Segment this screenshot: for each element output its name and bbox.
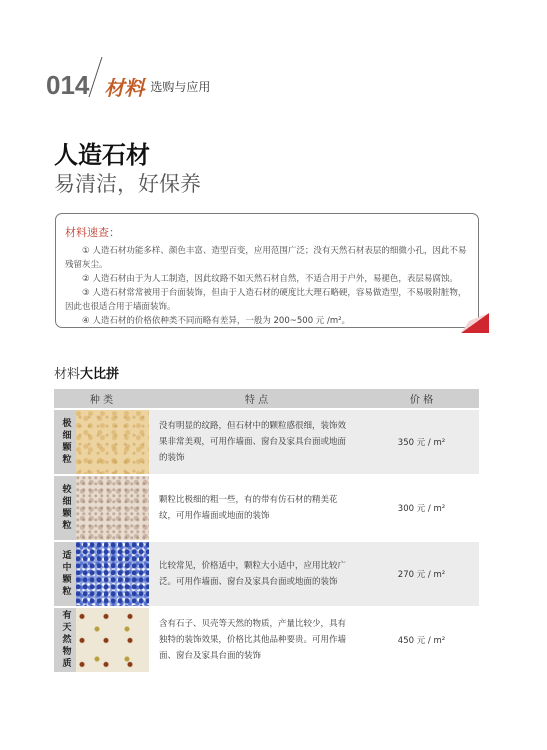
summary-list [65,244,471,328]
table-row [54,542,479,606]
page-number: 014 [46,70,90,100]
row-label: 适中颗粒 [54,542,76,606]
row-description: 没有明显的纹路，但石材中的颗粒感很细，装饰效果非常美观，可用作墙面、窗台及家具台面或地面的装饰 [159,421,347,463]
section-title [54,363,119,382]
stone-sample-image [76,410,149,474]
row-price: 300 元 / m² [397,504,446,514]
summary-item: ① 人造石材功能多样、颜色丰富、造型百变，应用范围广泛；没有天然石材表层的细微小孔，因此不易残留灰尘。 [65,246,467,270]
summary-item: ④ 人造石材的价格依种类不同而略有差异，一般为 200~500 元 /m²。 [82,316,351,326]
corner-fold-icon [461,313,489,333]
brand-logo: 材料 [104,76,145,100]
row-price: 350 元 / m² [397,438,446,448]
row-label: 较细颗粒 [54,476,76,540]
header-type: 种 类 [89,395,114,406]
row-label: 有天然物质 [54,608,76,672]
stone-sample-image [76,608,149,672]
section-title-bold: 大比拼 [80,367,120,382]
stone-sample-image [76,542,149,606]
row-price: 270 元 / m² [397,570,446,580]
summary-item: ② 人造石材由于为人工制造，因此纹路不如天然石材自然，不适合用于户外，易褪色，表层易腐蚀。 [82,274,458,284]
page-title: 人造石材 [54,141,150,169]
row-price: 450 元 / m² [397,636,446,646]
brand-subtitle: 选购与应用 [150,80,211,94]
summary-box [55,213,479,328]
comparison-table [54,389,479,672]
table-header [54,389,479,408]
row-description: 比较常见，价格适中，颗粒大小适中，应用比较广泛。可用作墙面、窗台及家具台面或地面的装饰 [159,561,347,587]
row-description: 颗粒比极细的粗一些，有的带有仿石材的精美花纹，可用作墙面或地面的装饰 [159,495,338,521]
page-header [46,62,210,98]
section-title-prefix: 材料 [54,367,81,382]
header-features: 特 点 [244,395,269,406]
summary-item: ③ 人造石材常常被用于台面装饰，但由于人造石材的硬度比大理石略硬，容易做造型，不易吸附脏物，因此也很适合用于墙面装饰。 [65,288,467,312]
row-description: 含有石子、贝壳等天然的物质，产量比较少，具有独特的装饰效果，价格比其他品种要贵。可用作墙面、窗台及家具台面的装饰 [159,619,347,661]
table-row [54,410,479,474]
summary-heading: 材料速查： [65,226,120,239]
header-price: 价 格 [409,395,434,406]
stone-sample-image [76,476,149,540]
header-divider [89,57,103,97]
page-subtitle: 易清洁，好保养 [54,172,201,196]
table-row [54,608,479,672]
table-row [54,476,479,540]
row-label: 极细颗粒 [54,410,76,474]
